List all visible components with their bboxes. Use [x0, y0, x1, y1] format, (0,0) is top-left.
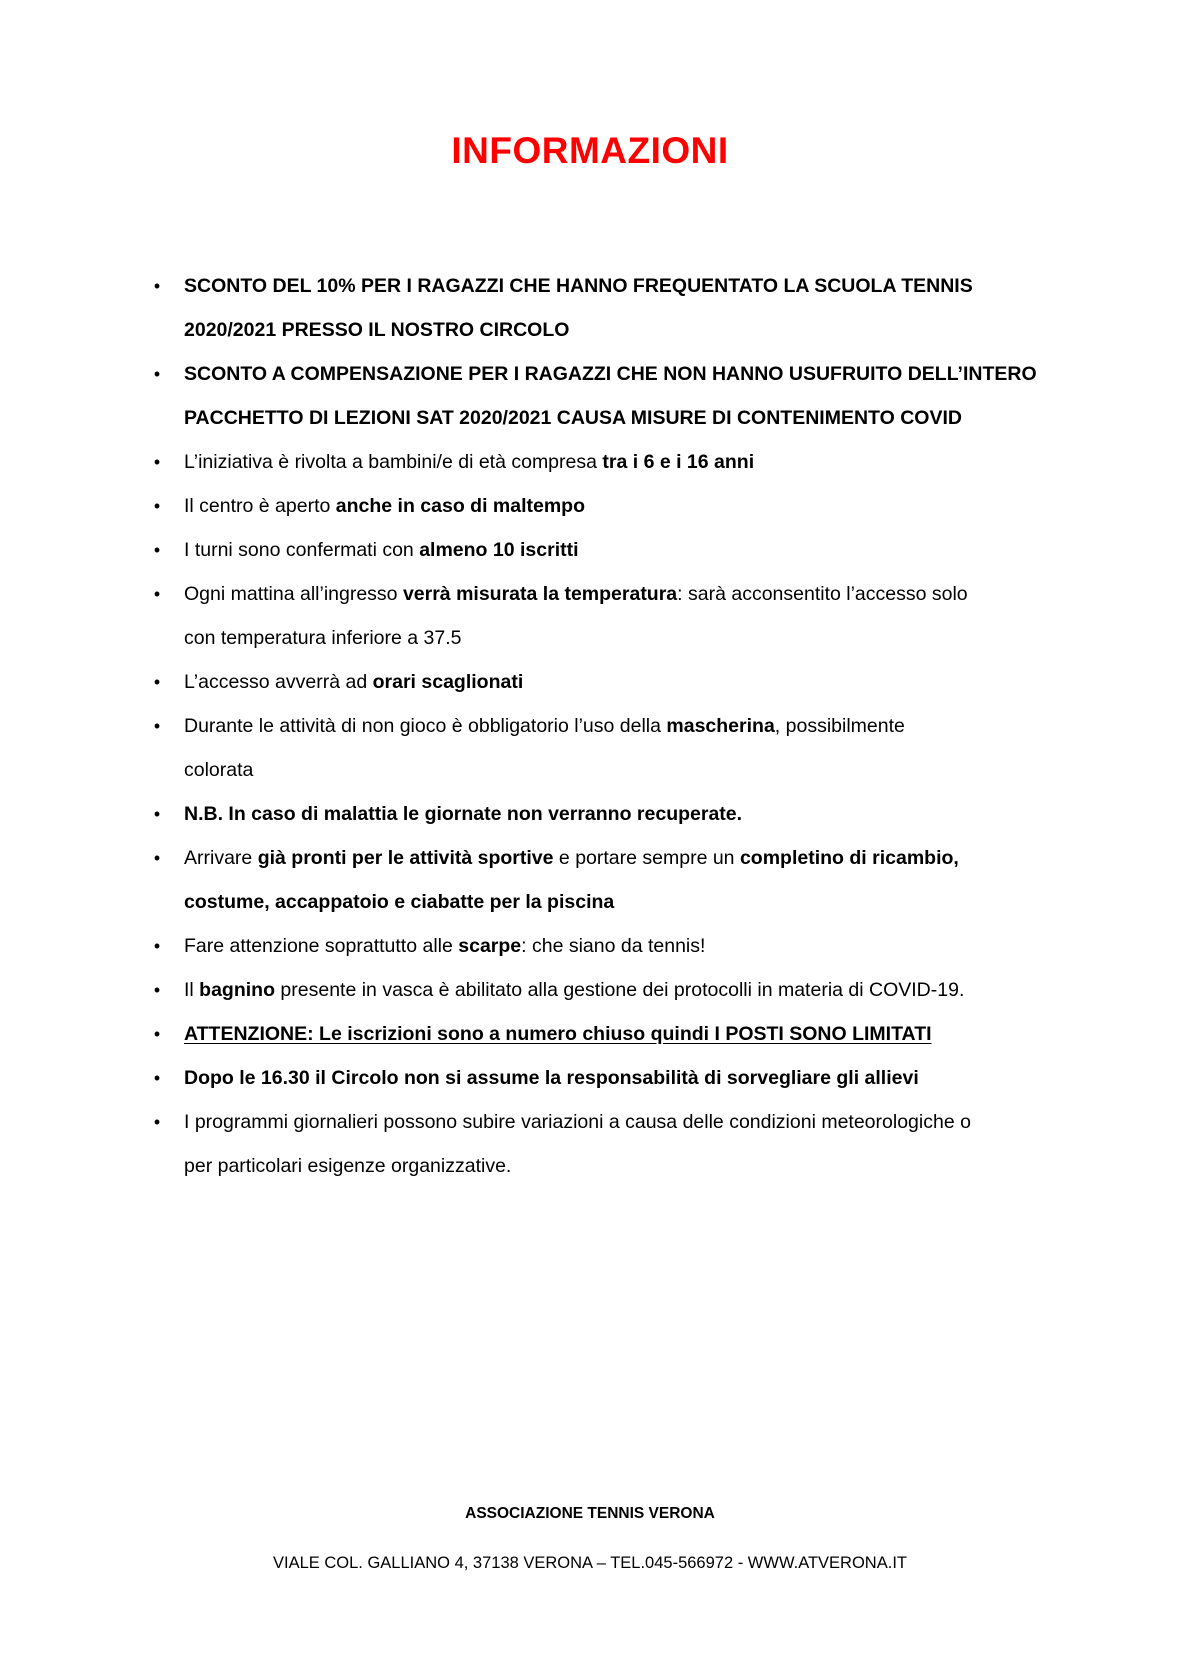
- info-line: [184, 528, 1084, 572]
- bullet-icon: •: [153, 1068, 161, 1088]
- information-list: [154, 264, 1084, 1188]
- bullet-icon: •: [153, 1024, 161, 1044]
- bold-text: orari scaglionati: [372, 671, 524, 693]
- bold-text: bagnino: [199, 979, 275, 1001]
- body-text: Fare attenzione soprattutto alle: [184, 935, 459, 957]
- info-line: [184, 264, 1084, 308]
- bold-text: anche in caso di maltempo: [335, 495, 585, 517]
- info-list-item: [154, 1056, 1084, 1100]
- info-list-item: [154, 1012, 1084, 1056]
- bullet-icon: •: [153, 936, 161, 956]
- footer-organization: ASSOCIAZIONE TENNIS VERONA: [465, 1505, 715, 1522]
- body-text: Il centro è aperto: [184, 495, 336, 517]
- bullet-icon: •: [153, 364, 161, 384]
- body-text: : sarà acconsentito l’accesso solo: [677, 583, 968, 605]
- info-list-item: [154, 704, 1084, 792]
- body-text: Durante le attività di non gioco è obbligatorio l’uso della: [184, 715, 667, 737]
- body-text: colorata: [184, 759, 254, 781]
- page-title: INFORMAZIONI: [451, 130, 729, 171]
- bullet-icon: •: [153, 848, 161, 868]
- bullet-icon: •: [153, 804, 161, 824]
- bullet-icon: •: [153, 1112, 161, 1132]
- info-line: [184, 748, 1084, 792]
- bold-text: Dopo le 16.30 il Circolo non si assume la responsabilità di sorvegliare gli allievi: [184, 1067, 919, 1089]
- bold-text: già pronti per le attività sportive: [257, 847, 554, 869]
- bold-text: PACCHETTO DI LEZIONI SAT 2020/2021 CAUSA MISURE DI CONTENIMENTO COVID: [184, 407, 962, 429]
- info-line: [184, 1012, 1084, 1056]
- bold-text: mascherina: [666, 715, 775, 737]
- info-list-item: [154, 440, 1084, 484]
- body-text: Arrivare: [184, 847, 258, 869]
- footer-address: VIALE COL. GALLIANO 4, 37138 VERONA – TEL.045-566972 - WWW.ATVERONA.IT: [273, 1554, 907, 1572]
- bold-text: ATTENZIONE: Le iscrizioni sono a numero chiuso quindi I POSTI SONO LIMITATI: [184, 1023, 932, 1045]
- info-line: [184, 792, 1084, 836]
- info-line: [184, 616, 1084, 660]
- bold-text: SCONTO A COMPENSAZIONE PER I RAGAZZI CHE NON HANNO USUFRUITO DELL’INTERO: [184, 363, 1037, 385]
- info-line: [184, 880, 1084, 924]
- info-list-item: [154, 264, 1084, 352]
- bold-text: costume, accappatoio e ciabatte per la piscina: [184, 891, 615, 913]
- info-line: [184, 1100, 1084, 1144]
- bullet-icon: •: [153, 584, 161, 604]
- bullet-icon: •: [153, 672, 161, 692]
- body-text: con temperatura inferiore a 37.5: [184, 627, 462, 649]
- info-line: [184, 1144, 1084, 1188]
- bold-text: 2020/2021 PRESSO IL NOSTRO CIRCOLO: [184, 319, 570, 341]
- info-line: [184, 308, 1084, 352]
- info-list-item: [154, 528, 1084, 572]
- body-text: L’accesso avverrà ad: [184, 671, 373, 693]
- info-list-item: [154, 352, 1084, 440]
- info-line: [184, 704, 1084, 748]
- bullet-icon: •: [153, 980, 161, 1000]
- body-text: L’iniziativa è rivolta a bambini/e di età compresa: [184, 451, 603, 473]
- body-text: per particolari esigenze organizzative.: [184, 1155, 512, 1177]
- bullet-icon: •: [153, 276, 161, 296]
- bullet-icon: •: [153, 540, 161, 560]
- info-line: [184, 352, 1084, 396]
- info-list-item: [154, 484, 1084, 528]
- info-line: [184, 660, 1084, 704]
- info-list-item: [154, 572, 1084, 660]
- info-line: [184, 1056, 1084, 1100]
- body-text: Il: [184, 979, 200, 1001]
- info-list-item: [154, 660, 1084, 704]
- bold-text: N.B. In caso di malattia le giornate non verranno recuperate.: [184, 803, 743, 825]
- info-line: [184, 968, 1084, 1012]
- bullet-icon: •: [153, 496, 161, 516]
- bullet-icon: •: [153, 452, 161, 472]
- info-list-item: [154, 836, 1084, 924]
- body-text: : che siano da tennis!: [521, 935, 706, 957]
- bold-text: almeno 10 iscritti: [419, 539, 579, 561]
- info-list-item: [154, 924, 1084, 968]
- bullet-icon: •: [153, 716, 161, 736]
- body-text: Ogni mattina all’ingresso: [184, 583, 403, 605]
- info-line: [184, 836, 1084, 880]
- body-text: I turni sono confermati con: [184, 539, 420, 561]
- info-line: [184, 924, 1084, 968]
- info-line: [184, 572, 1084, 616]
- bold-text: scarpe: [458, 935, 522, 957]
- body-text: , possibilmente: [774, 715, 905, 737]
- bold-text: tra i 6 e i 16 anni: [602, 451, 755, 473]
- info-list-item: [154, 792, 1084, 836]
- info-line: [184, 396, 1084, 440]
- bold-text: verrà misurata la temperatura: [402, 583, 678, 605]
- info-list-item: [154, 968, 1084, 1012]
- bold-text: completino di ricambio,: [739, 847, 959, 869]
- info-line: [184, 440, 1084, 484]
- info-line: [184, 484, 1084, 528]
- body-text: presente in vasca è abilitato alla gestione dei protocolli in materia di COVID-19.: [275, 979, 965, 1001]
- bold-text: SCONTO DEL 10% PER I RAGAZZI CHE HANNO FREQUENTATO LA SCUOLA TENNIS: [184, 275, 973, 297]
- body-text: e portare sempre un: [553, 847, 740, 869]
- body-text: I programmi giornalieri possono subire variazioni a causa delle condizioni meteorologiche o: [184, 1111, 971, 1133]
- info-list-item: [154, 1100, 1084, 1188]
